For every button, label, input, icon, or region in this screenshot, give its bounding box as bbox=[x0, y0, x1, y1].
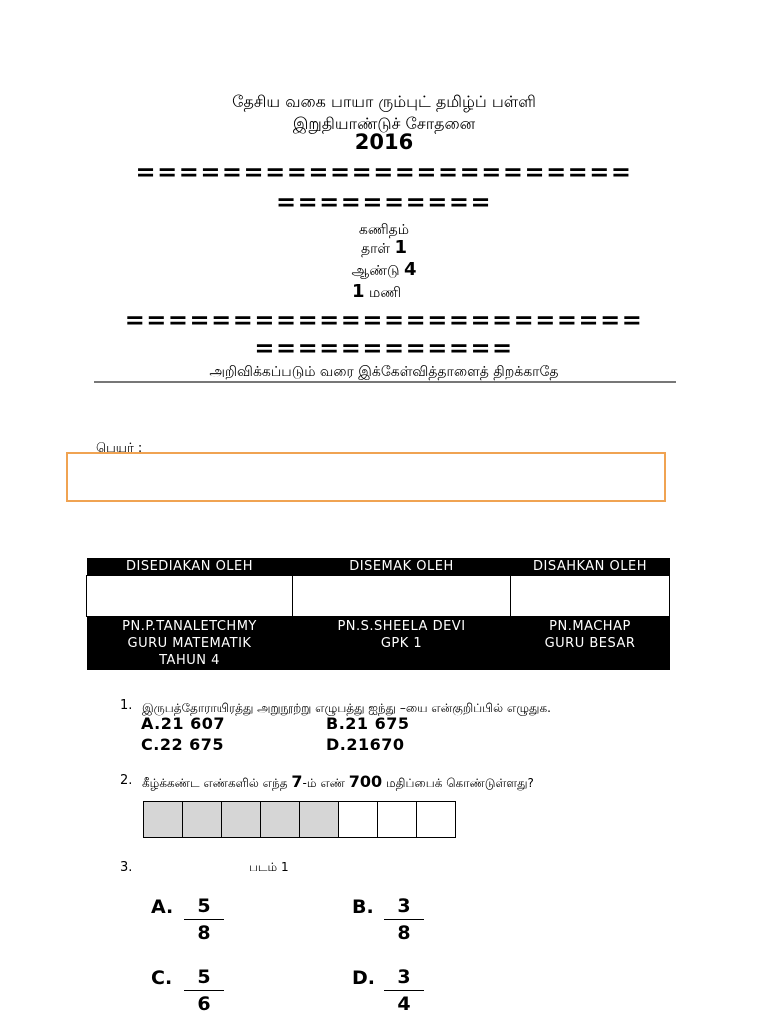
fraction-line bbox=[384, 919, 424, 920]
exam-title: இறுதியாண்டுச் சோதனை bbox=[292, 114, 476, 133]
q2-text-part-c: மதிப்பைக் கொண்டுள்ளது? bbox=[386, 776, 534, 790]
divider-rule-1b: ========== bbox=[275, 188, 493, 216]
header-checked-by: DISEMAK OLEH bbox=[293, 558, 511, 576]
signature-space-3[interactable] bbox=[511, 576, 670, 617]
signatory-3-role: GURU BESAR bbox=[544, 636, 636, 651]
signatory-2-role: GPK 1 bbox=[380, 636, 423, 651]
q3-option-c-label[interactable]: C. bbox=[151, 967, 173, 989]
q2-digit-seven: 7 bbox=[291, 772, 303, 791]
signatory-1-name: PN.P.TANALETCHMY bbox=[122, 619, 257, 634]
bar-cell-empty bbox=[377, 801, 417, 838]
fraction-line bbox=[384, 990, 424, 991]
q3-option-b-label[interactable]: B. bbox=[352, 896, 374, 918]
q3-option-b-fraction[interactable] bbox=[384, 895, 424, 944]
signature-table bbox=[86, 558, 670, 670]
q3-option-a-label[interactable]: A. bbox=[151, 896, 174, 918]
question-1-text: இருபத்தோராயிரத்து அறுநூற்று எழுபத்து ஐந்து –யை என்குறிப்பில் எழுதுக. bbox=[142, 701, 551, 715]
q3-option-c-denominator: 6 bbox=[197, 993, 211, 1015]
q2-text-part-b: -ம் எண் bbox=[302, 776, 345, 790]
divider-rule-1a: ======================= bbox=[135, 158, 633, 186]
q2-text-part-a: கீழ்க்கண்ட எண்களில் எந்த bbox=[142, 776, 288, 790]
paper-line bbox=[0, 237, 768, 259]
question-1-number: 1. bbox=[120, 698, 133, 713]
bar-cell-shaded bbox=[143, 801, 183, 838]
q3-option-c-fraction[interactable] bbox=[184, 966, 224, 1015]
q1-option-b[interactable]: B.21 675 bbox=[326, 714, 410, 733]
bar-cell-empty bbox=[416, 801, 456, 838]
q3-option-c-numerator: 5 bbox=[197, 966, 211, 988]
fraction-line bbox=[184, 990, 224, 991]
signatory-1-class: TAHUN 4 bbox=[159, 653, 220, 668]
q1-option-d[interactable]: D.21670 bbox=[326, 735, 405, 754]
year-number: 4 bbox=[403, 259, 417, 280]
time-line bbox=[352, 281, 401, 303]
bar-cell-shaded bbox=[260, 801, 300, 838]
paper-number: 1 bbox=[394, 237, 408, 258]
signature-header-row bbox=[87, 558, 670, 576]
question-2-text bbox=[142, 772, 534, 792]
signatory-2 bbox=[293, 617, 511, 671]
question-2-number: 2. bbox=[120, 773, 133, 788]
q3-option-b-denominator: 8 bbox=[397, 922, 411, 944]
fraction-line bbox=[184, 919, 224, 920]
q2-value-700: 700 bbox=[348, 772, 383, 791]
q1-option-a[interactable]: A.21 607 bbox=[141, 714, 225, 733]
time-number: 1 bbox=[352, 281, 365, 302]
name-input-box[interactable] bbox=[66, 452, 666, 502]
figure-caption: படம் 1 bbox=[249, 860, 289, 874]
question-3-number: 3. bbox=[120, 860, 133, 875]
signatory-3-name: PN.MACHAP bbox=[549, 619, 631, 634]
bar-cell-shaded bbox=[182, 801, 222, 838]
q3-option-a-fraction[interactable] bbox=[184, 895, 224, 944]
exam-year: 2016 bbox=[354, 130, 414, 154]
header-prepared-by: DISEDIAKAN OLEH bbox=[87, 558, 293, 576]
paper-label: தாள் bbox=[360, 241, 391, 257]
signature-space-2[interactable] bbox=[293, 576, 511, 617]
signature-space-1[interactable] bbox=[87, 576, 293, 617]
fraction-bar bbox=[144, 801, 456, 838]
q3-option-d-label[interactable]: D. bbox=[352, 967, 375, 989]
q3-option-a-numerator: 5 bbox=[197, 895, 211, 917]
header-underline bbox=[94, 381, 676, 383]
q3-option-d-numerator: 3 bbox=[397, 966, 411, 988]
time-label: மணி bbox=[368, 285, 402, 301]
header-approved-by: DISAHKAN OLEH bbox=[511, 558, 670, 576]
school-name: தேசிய வகை பாயா ரும்புட் தமிழ்ப் பள்ளி bbox=[232, 92, 536, 111]
signatory-2-name: PN.S.SHEELA DEVI bbox=[337, 619, 466, 634]
name-label-peek: பெயர் : bbox=[96, 441, 143, 456]
instruction-notice: அறிவிக்கப்படும் வரை இக்கேள்வித்தாளைத் திறக்காதே bbox=[209, 364, 559, 380]
q3-option-d-fraction[interactable] bbox=[384, 966, 424, 1015]
signatory-1-role: GURU MATEMATIK bbox=[127, 636, 252, 651]
subject-title: கணிதம் bbox=[358, 222, 410, 238]
q1-option-c[interactable]: C.22 675 bbox=[141, 735, 225, 754]
bar-cell-empty bbox=[338, 801, 378, 838]
divider-rule-2b: ============ bbox=[254, 334, 514, 362]
q3-option-b-numerator: 3 bbox=[397, 895, 411, 917]
q3-option-d-denominator: 4 bbox=[397, 993, 411, 1015]
bar-cell-shaded bbox=[221, 801, 261, 838]
year-label: ஆண்டு bbox=[351, 263, 400, 279]
signature-names-row bbox=[87, 617, 670, 671]
divider-rule-2a: ======================== bbox=[124, 306, 644, 334]
q3-option-a-denominator: 8 bbox=[197, 922, 211, 944]
signature-blank-row bbox=[87, 576, 670, 617]
year-line bbox=[0, 259, 768, 281]
signatory-1 bbox=[87, 617, 293, 671]
bar-cell-shaded bbox=[299, 801, 339, 838]
signatory-3 bbox=[511, 617, 670, 671]
